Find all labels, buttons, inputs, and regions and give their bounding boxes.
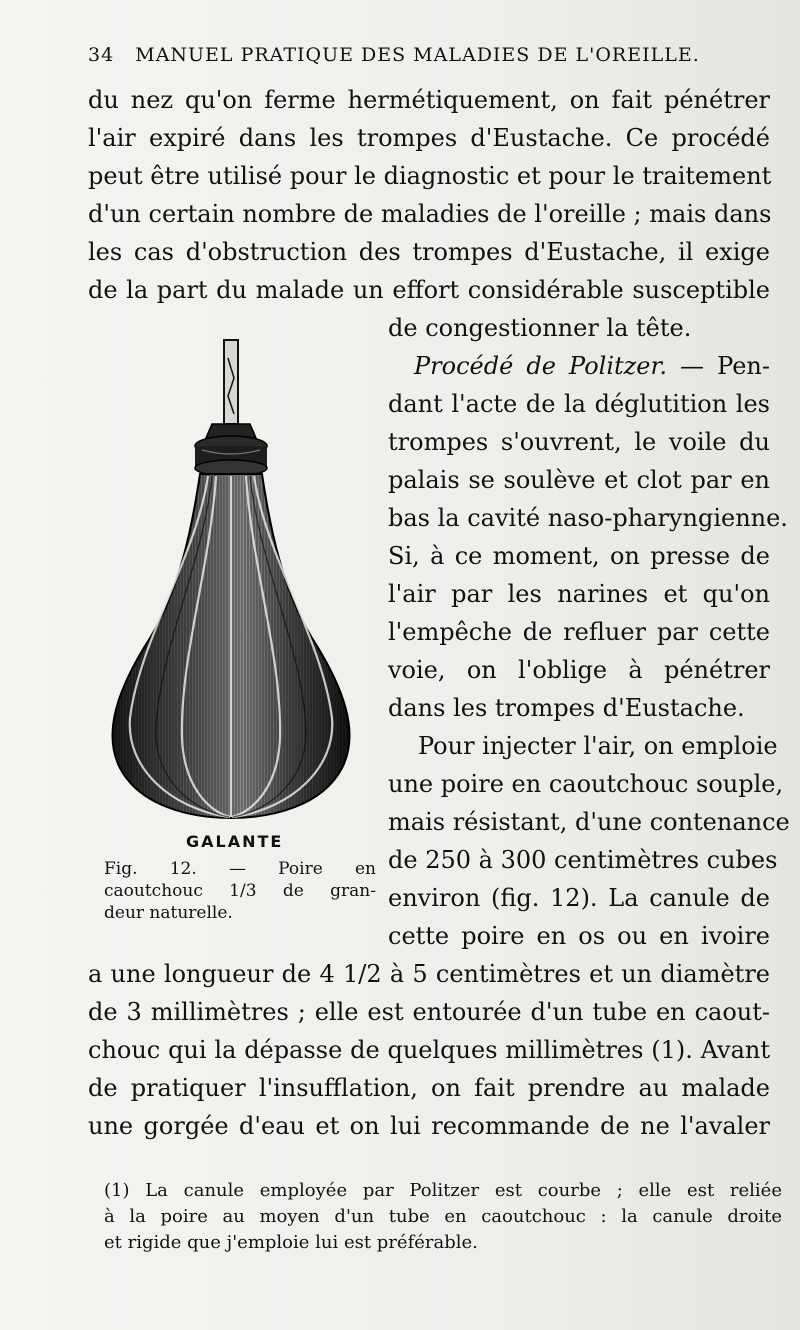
body-line: bas la cavité naso-pharyngienne. — [388, 504, 788, 532]
body-line-politzer — [388, 352, 770, 380]
body-line: de 3 millimètres ; elle est entourée d'un tube en caout- — [88, 998, 770, 1026]
body-line: dant l'acte de la déglutition les — [388, 390, 770, 418]
body-line: du nez qu'on ferme hermétiquement, on fait pénétrer — [88, 86, 770, 114]
body-line: a une longueur de 4 1/2 à 5 centimètres et un diamètre — [88, 960, 770, 988]
body-line: cette poire en os ou en ivoire — [388, 922, 770, 950]
running-title: MANUEL PRATIQUE DES MALADIES DE L'OREILLE. — [135, 44, 700, 66]
body-line: environ (fig. 12). La canule de — [388, 884, 770, 912]
body-line: de la part du malade un effort considérable susceptible — [88, 276, 770, 304]
body-line: trompes s'ouvrent, le voile du — [388, 428, 770, 456]
body-line: chouc qui la dépasse de quelques millimètres (1). Avant — [88, 1036, 770, 1064]
body-line: les cas d'obstruction des trompes d'Eustache, il exige — [88, 238, 770, 266]
body-line: l'air expiré dans les trompes d'Eustache. Ce procédé — [88, 124, 770, 152]
body-line: voie, on l'oblige à pénétrer — [388, 656, 770, 684]
body-line: mais résistant, d'une contenance — [388, 808, 790, 836]
footnote-line: à la poire au moyen d'un tube en caoutchouc : la canule droite — [104, 1206, 782, 1227]
page-number: 34 — [88, 44, 115, 66]
body-line: peut être utilisé pour le diagnostic et pour le traitement — [88, 162, 772, 190]
body-line: palais se soulève et clot par en — [388, 466, 770, 494]
footnote-line: (1) La canule employée par Politzer est courbe ; elle est reliée — [104, 1180, 782, 1201]
caption-line: Fig. 12. — Poire en — [104, 859, 376, 879]
body-line: d'un certain nombre de maladies de l'oreille ; mais dans — [88, 200, 772, 228]
footnote-line: et rigide que j'emploie lui est préférable. — [104, 1232, 478, 1253]
body-line: Si, à ce moment, on presse de — [388, 542, 770, 570]
body-line: une gorgée d'eau et on lui recommande de ne l'avaler — [88, 1112, 770, 1140]
body-line: de pratiquer l'insufflation, on fait prendre au malade — [88, 1074, 770, 1102]
body-line: de congestionner la tête. — [388, 314, 692, 342]
caption-line: deur naturelle. — [104, 903, 233, 923]
maker-mark: GALANTE — [186, 832, 284, 851]
figure-caption — [104, 858, 376, 924]
body-line: dans les trompes d'Eustache. — [388, 694, 745, 722]
rubber-bulb-illustration — [100, 338, 370, 828]
caption-line: caoutchouc 1/3 de gran- — [104, 881, 376, 901]
body-line: de 250 à 300 centimètres cubes — [388, 846, 778, 874]
section-heading-politzer: Procédé de Politzer. — — [414, 352, 705, 380]
body-line: une poire en caoutchouc souple, — [388, 770, 784, 798]
body-line: l'empêche de refluer par cette — [388, 618, 770, 646]
body-line: l'air par les narines et qu'on — [388, 580, 770, 608]
body-line-fragment: Pen- — [717, 352, 770, 380]
body-line: Pour injecter l'air, on emploie — [418, 732, 778, 760]
running-header — [88, 44, 768, 66]
